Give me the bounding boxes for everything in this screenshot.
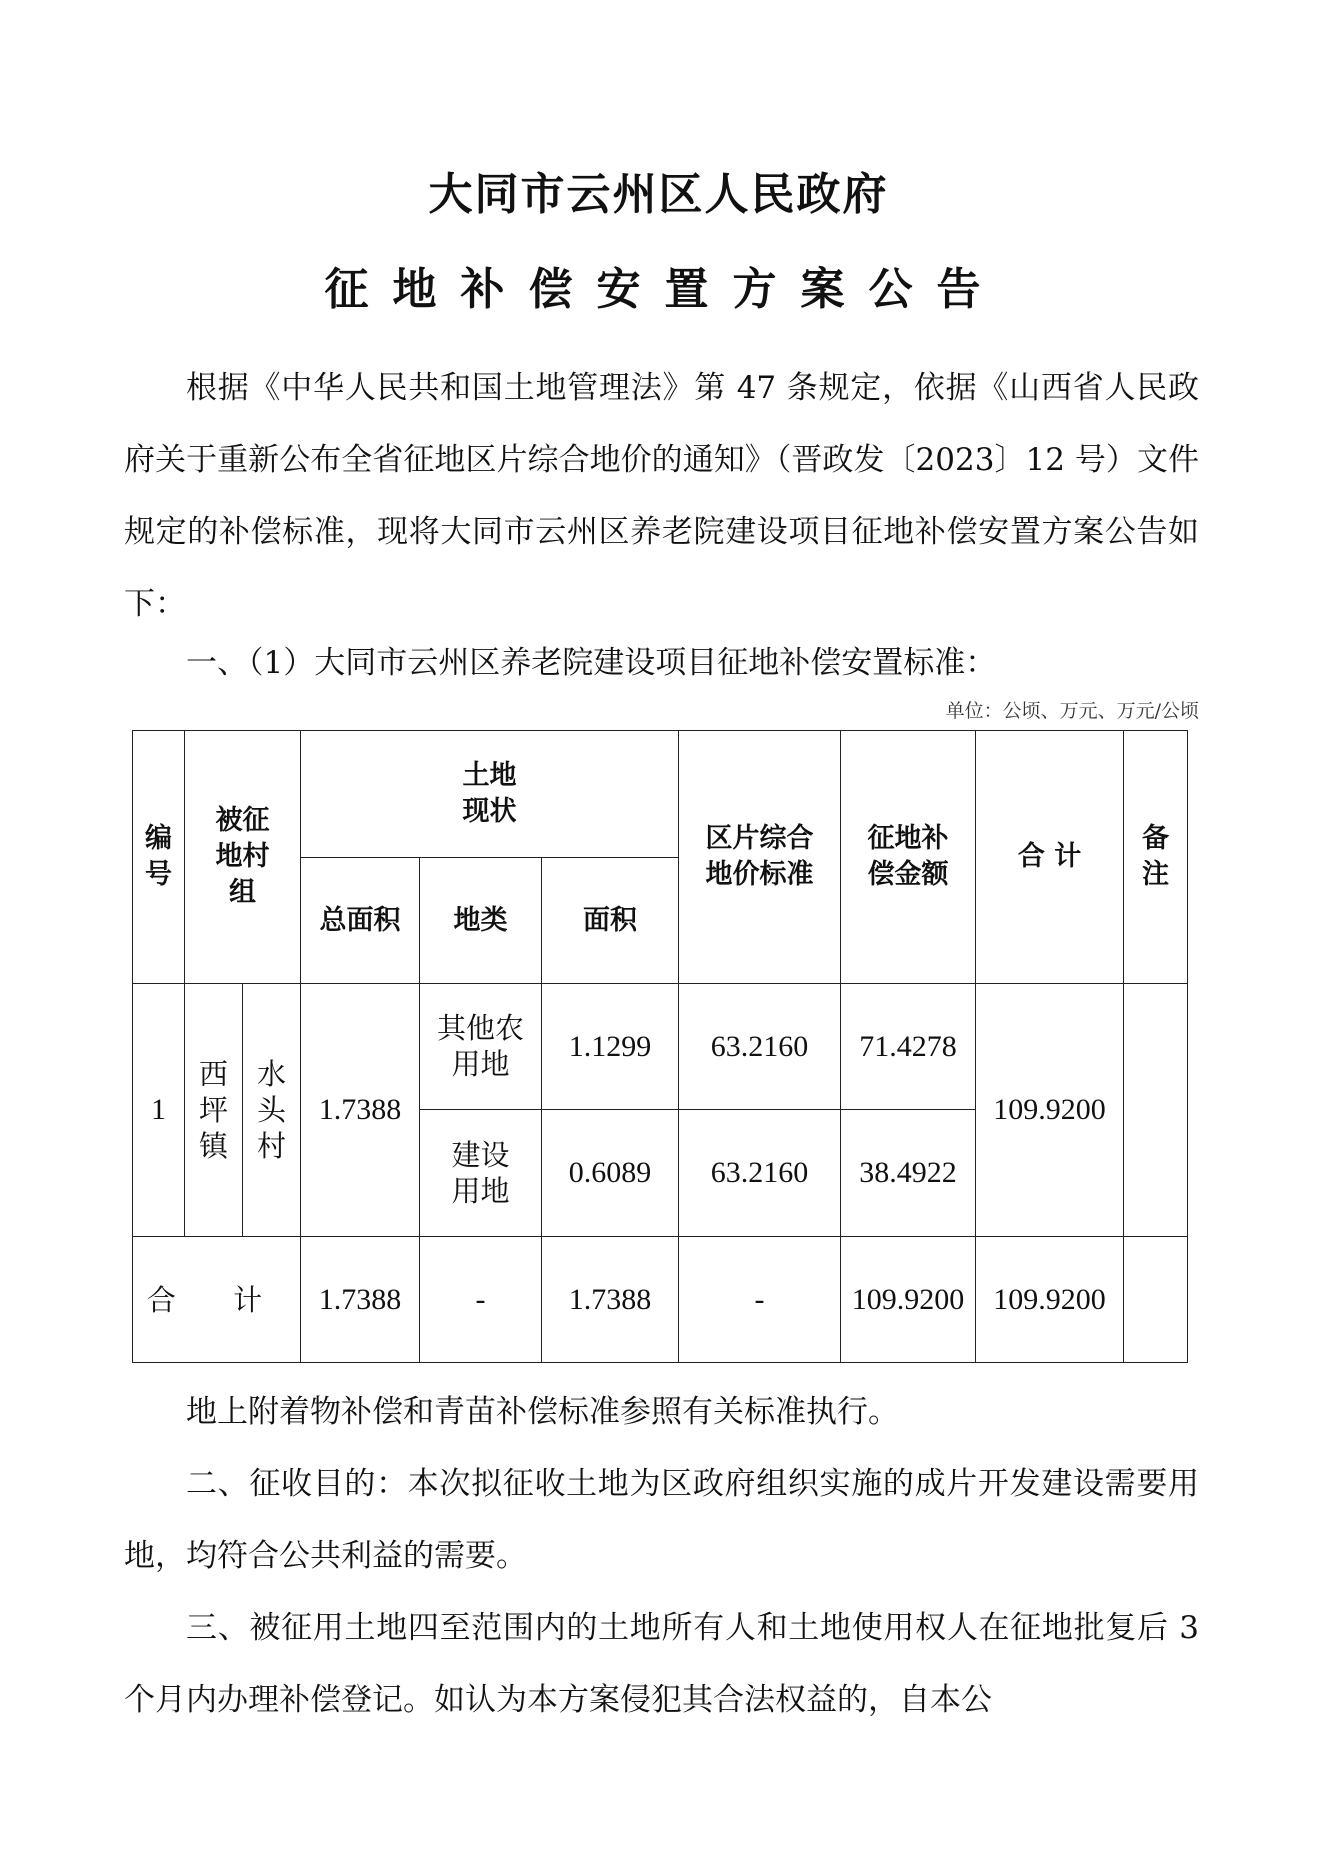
- total-total-area: 1.7388: [301, 1237, 420, 1363]
- section-1-heading: 一、（1）大同市云州区养老院建设项目征地补偿安置标准：: [186, 645, 997, 681]
- row-total-area: 1.7388: [301, 984, 420, 1237]
- table-row: [133, 984, 1188, 1110]
- row-town: 西坪镇: [185, 984, 243, 1237]
- row-remark: [1124, 984, 1188, 1237]
- total-remark: [1124, 1237, 1188, 1363]
- total-amount: 109.9200: [841, 1237, 976, 1363]
- document-subtitle: 征地补偿安置方案公告: [324, 264, 1005, 315]
- document-title: 大同市云州区人民政府: [428, 169, 889, 220]
- header-no: 编号: [133, 731, 185, 984]
- section-3-paragraph: 三、被征用土地四至范围内的土地所有人和土地使用权人在征地批复后 3 个月内办理补偿登记。如认为本方案侵犯其合法权益的，自本公: [124, 1610, 1199, 1718]
- header-land-type: 地类: [420, 858, 542, 984]
- header-compensation: 征地补偿金额: [841, 731, 976, 984]
- row-price: 63.2160: [679, 1110, 841, 1237]
- compensation-table: [132, 730, 1188, 1363]
- row-area: 0.6089: [542, 1110, 679, 1237]
- total-area: 1.7388: [542, 1237, 679, 1363]
- row-amount: 71.4278: [841, 984, 976, 1110]
- row-amount: 38.4922: [841, 1110, 976, 1237]
- header-area: 面积: [542, 858, 679, 984]
- header-total-area: 总面积: [301, 858, 420, 984]
- row-land-type: 建设用地: [420, 1110, 542, 1237]
- total-price: -: [679, 1237, 841, 1363]
- row-village: 水头村: [243, 984, 301, 1237]
- header-sum: 合 计: [976, 731, 1124, 984]
- header-price-standard: 区片综合地价标准: [679, 731, 841, 984]
- header-remark: 备注: [1124, 731, 1188, 984]
- total-sum: 109.9200: [976, 1237, 1124, 1363]
- header-land-status: 土地现状: [301, 731, 679, 858]
- unit-note: 单位：公顷、万元、万元/公顷: [945, 700, 1199, 722]
- row-area: 1.1299: [542, 984, 679, 1110]
- row-land-type: 其他农用地: [420, 984, 542, 1110]
- total-label: 合 计: [133, 1237, 301, 1363]
- row-price: 63.2160: [679, 984, 841, 1110]
- total-land-type: -: [420, 1237, 542, 1363]
- row-no: 1: [133, 984, 185, 1237]
- section-2-paragraph: 二、征收目的：本次拟征收土地为区政府组织实施的成片开发建设需要用地，均符合公共利益的需要。: [124, 1466, 1199, 1574]
- attachment-paragraph: 地上附着物补偿和青苗补偿标准参照有关标准执行。: [186, 1394, 899, 1430]
- header-village: 被征地村组: [185, 731, 301, 984]
- total-row: [133, 1237, 1188, 1363]
- header-row: [133, 731, 1188, 858]
- intro-paragraph: 根据《中华人民共和国土地管理法》第 47 条规定，依据《山西省人民政府关于重新公布全省征地区片综合地价的通知》（晋政发〔2023〕12 号）文件规定的补偿标准，现将大同市云州区养老院建设项目征地补偿安置方案公告如下：: [124, 370, 1199, 622]
- row-sum: 109.9200: [976, 984, 1124, 1237]
